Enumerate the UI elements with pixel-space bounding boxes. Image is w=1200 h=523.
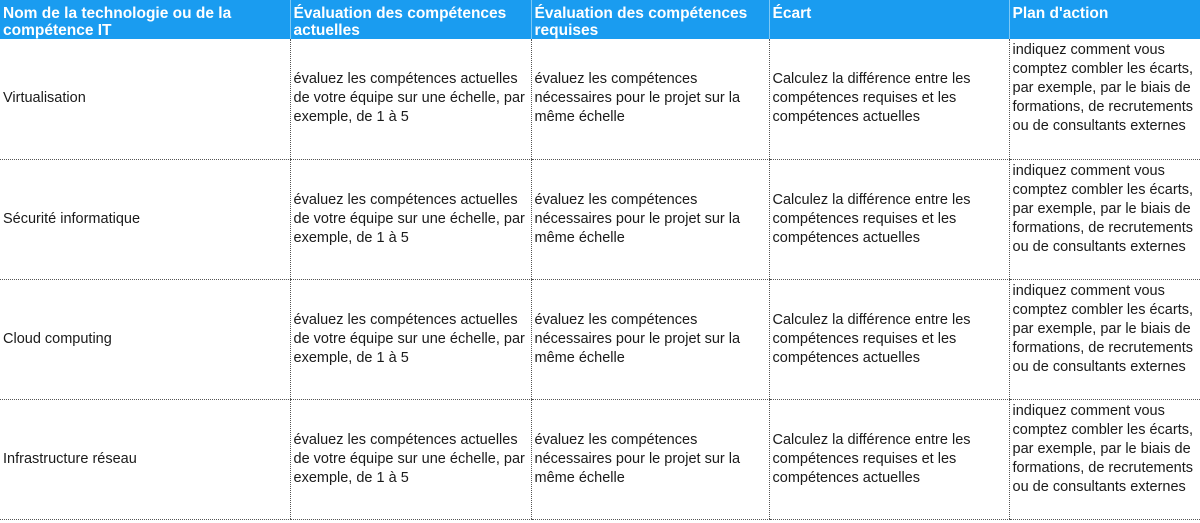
cell-gap: Calculez la différence entre les compétences requises et les compétences actuelles	[769, 39, 1009, 159]
cell-technology: Infrastructure réseau	[0, 399, 290, 519]
cell-action-plan: indiquez comment vous comptez combler les écarts, par exemple, par le biais de formations, de recrutements ou de consultants externes	[1009, 39, 1200, 159]
header-gap: Écart	[769, 0, 1009, 39]
cell-gap: Calculez la différence entre les compétences requises et les compétences actuelles	[769, 279, 1009, 399]
cell-technology: Cloud computing	[0, 279, 290, 399]
cell-required-skills: évaluez les compétences nécessaires pour le projet sur la même échelle	[531, 159, 769, 279]
cell-action-plan: indiquez comment vous comptez combler les écarts, par exemple, par le biais de formations, de recrutements ou de consultants externes	[1009, 279, 1200, 399]
header-action-plan: Plan d'action	[1009, 0, 1200, 39]
cell-current-skills: évaluez les compétences actuelles de votre équipe sur une échelle, par exemple, de 1 à 5	[290, 399, 531, 519]
header-technology: Nom de la technologie ou de la compétence IT	[0, 0, 290, 39]
cell-required-skills: évaluez les compétences nécessaires pour le projet sur la même échelle	[531, 39, 769, 159]
header-row	[0, 0, 1200, 39]
table-row	[0, 279, 1200, 399]
table-row	[0, 399, 1200, 519]
cell-action-plan: indiquez comment vous comptez combler les écarts, par exemple, par le biais de formations, de recrutements ou de consultants externes	[1009, 159, 1200, 279]
header-current-skills: Évaluation des compétences actuelles	[290, 0, 531, 39]
cell-technology: Virtualisation	[0, 39, 290, 159]
cell-required-skills: évaluez les compétences nécessaires pour le projet sur la même échelle	[531, 279, 769, 399]
table-body	[0, 39, 1200, 519]
cell-current-skills: évaluez les compétences actuelles de votre équipe sur une échelle, par exemple, de 1 à 5	[290, 159, 531, 279]
cell-current-skills: évaluez les compétences actuelles de votre équipe sur une échelle, par exemple, de 1 à 5	[290, 39, 531, 159]
cell-action-plan: indiquez comment vous comptez combler les écarts, par exemple, par le biais de formations, de recrutements ou de consultants externes	[1009, 399, 1200, 519]
cell-gap: Calculez la différence entre les compétences requises et les compétences actuelles	[769, 159, 1009, 279]
cell-gap: Calculez la différence entre les compétences requises et les compétences actuelles	[769, 399, 1009, 519]
table-row	[0, 159, 1200, 279]
table-header	[0, 0, 1200, 39]
table-row	[0, 39, 1200, 159]
header-required-skills: Évaluation des compétences requises	[531, 0, 769, 39]
cell-current-skills: évaluez les compétences actuelles de votre équipe sur une échelle, par exemple, de 1 à 5	[290, 279, 531, 399]
cell-required-skills: évaluez les compétences nécessaires pour le projet sur la même échelle	[531, 399, 769, 519]
cell-technology: Sécurité informatique	[0, 159, 290, 279]
